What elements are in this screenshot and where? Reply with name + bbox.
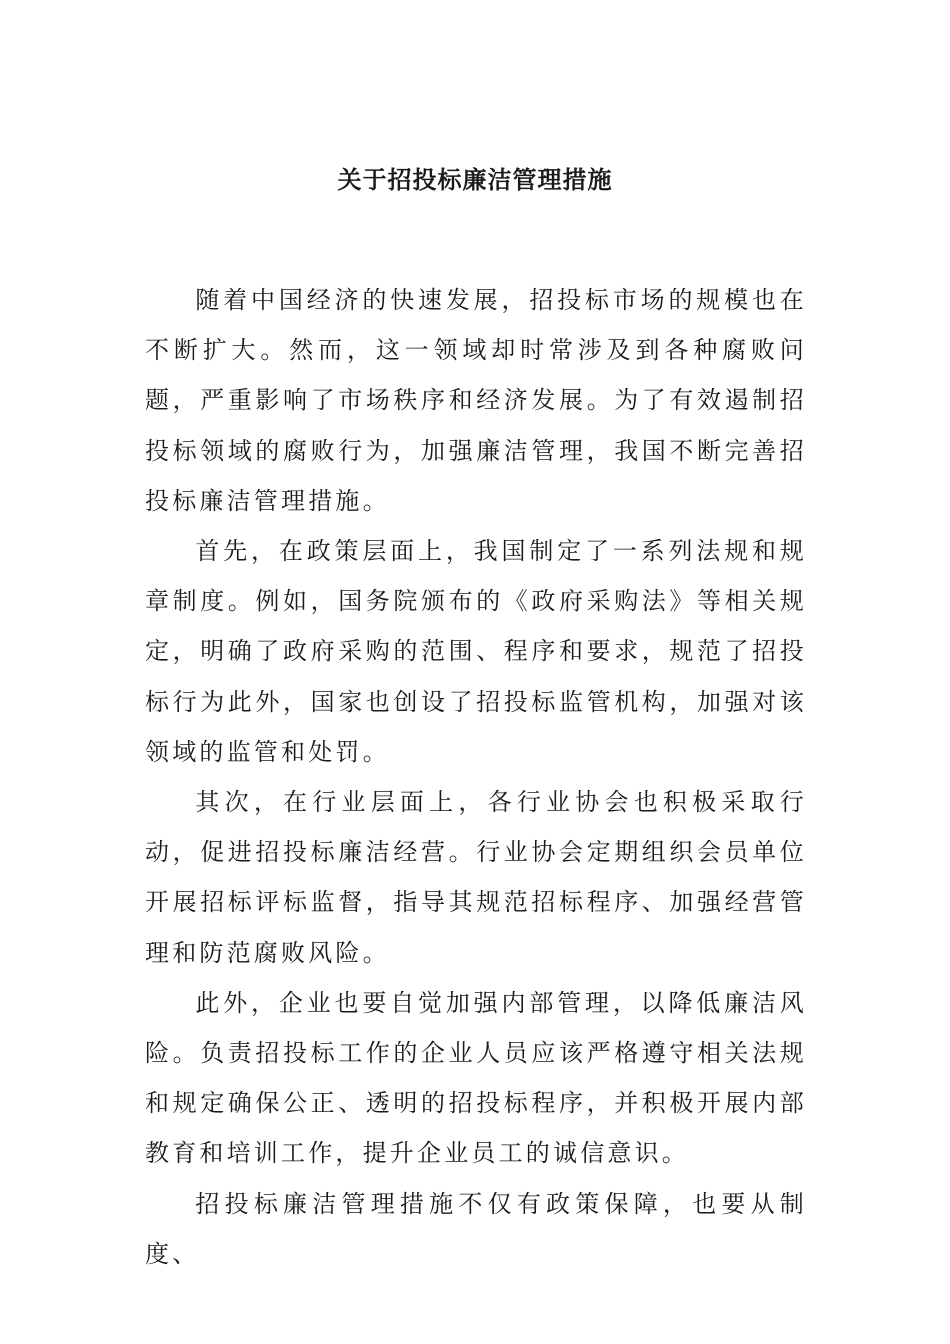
document-body — [145, 275, 807, 1279]
paragraph-1: 随着中国经济的快速发展，招投标市场的规模也在不断扩大。然而，这一领域却时常涉及到各种腐败问题，严重影响了市场秩序和经济发展。为了有效遏制招投标领域的腐败行为，加强廉洁管理，我国不断完善招投标廉洁管理措施。 — [145, 286, 807, 515]
paragraph-4: 此外，企业也要自觉加强内部管理，以降低廉洁风险。负责招投标工作的企业人员应该严格遵守相关法规和规定确保公正、透明的招投标程序，并积极开展内部教育和培训工作，提升企业员工的诚信意识。 — [145, 988, 807, 1168]
paragraph-2: 首先，在政策层面上，我国制定了一系列法规和规章制度。例如，国务院颁布的《政府采购法》等相关规定，明确了政府采购的范围、程序和要求，规范了招投标行为此外，国家也创设了招投标监管机构，加强对该领域的监管和处罚。 — [145, 537, 807, 766]
document-title: 关于招投标廉洁管理措施 — [337, 165, 613, 194]
paragraph-5: 招投标廉洁管理措施不仅有政策保障，也要从制度、 — [145, 1189, 807, 1268]
paragraph-3: 其次，在行业层面上，各行业协会也积极采取行动，促进招投标廉洁经营。行业协会定期组织会员单位开展招标评标监督，指导其规范招标程序、加强经营管理和防范腐败风险。 — [145, 788, 807, 967]
